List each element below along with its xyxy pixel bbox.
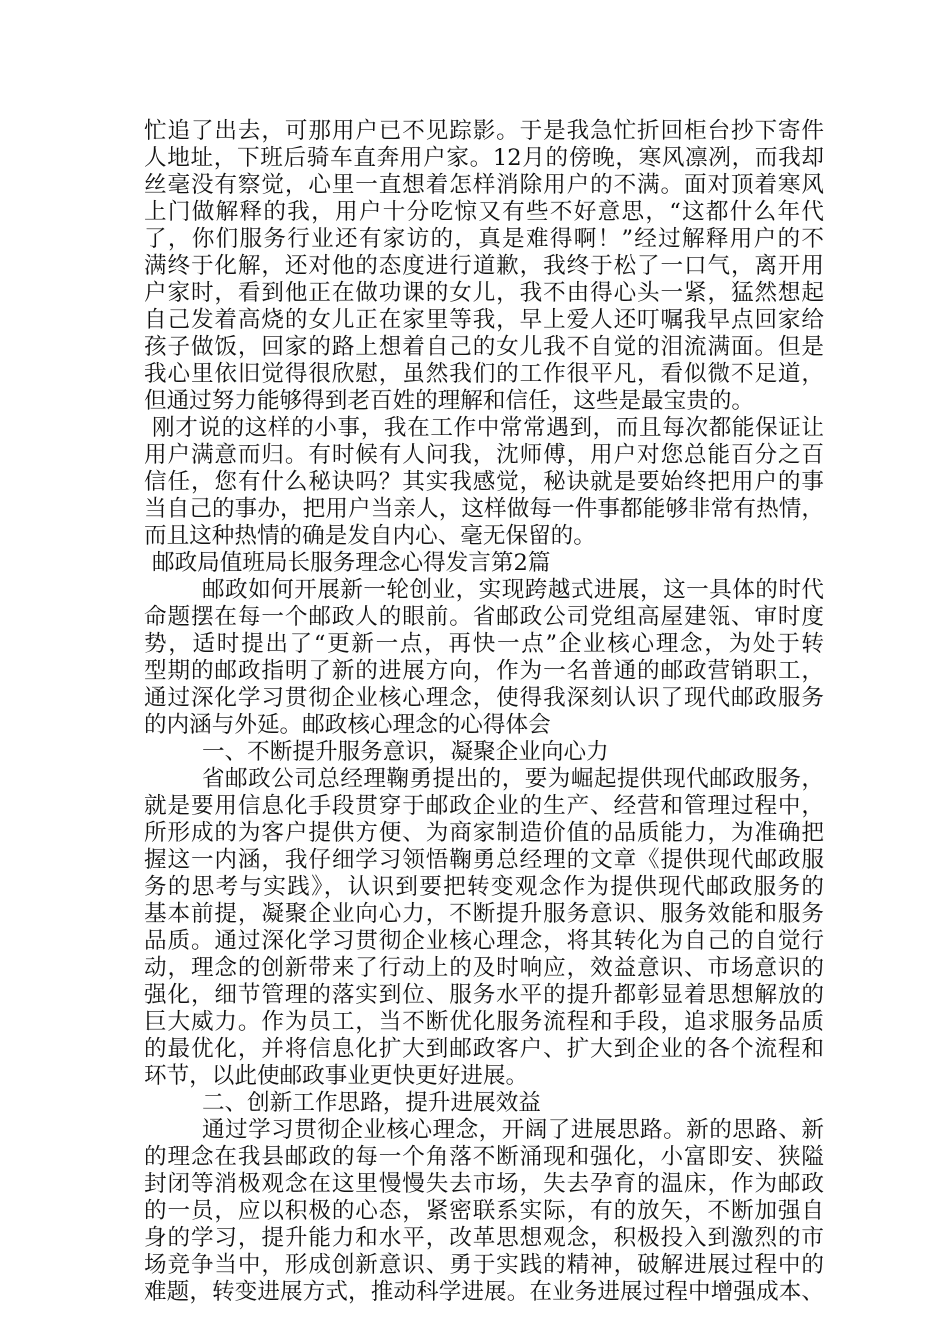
text-line: 用户满意而归。有时候有人问我，沈师傅，用户对您总能百分之百 — [144, 442, 824, 468]
text-line: 环节，以此使邮政事业更快更好进展。 — [144, 1063, 529, 1089]
text-line: 刚才说的这样的小事，我在工作中常常遇到，而且每次都能保证让 — [152, 415, 824, 441]
text-line: 人地址，下班后骑车直奔用户家。12月的傍晚，寒风凛冽，而我却 — [144, 145, 824, 171]
text-line: 省邮政公司总经理鞠勇提出的，要为崛起提供现代邮政服务， — [202, 766, 824, 792]
text-line: 邮政如何开展新一轮创业，实现跨越式进展，这一具体的时代 — [202, 577, 824, 603]
text-line: 巨大威力。作为员工，当不断优化服务流程和手段，追求服务品质 — [144, 1009, 824, 1035]
text-line: 信任，您有什么秘诀吗？其实我感觉，秘诀就是要始终把用户的事 — [144, 469, 824, 495]
text-line: 二、创新工作思路，提升进展效益 — [202, 1090, 541, 1116]
text-line: 通过深化学习贯彻企业核心理念，使得我深刻认识了现代邮政服务 — [144, 685, 824, 711]
text-line: 我心里依旧觉得很欣慰，虽然我们的工作很平凡，看似微不足道， — [144, 361, 824, 387]
text-line: 所形成的为客户提供方便、为商家制造价值的品质能力，为准确把 — [144, 820, 824, 846]
text-line: 一、不断提升服务意识，凝聚企业向心力 — [202, 739, 609, 765]
text-line: 品质。通过深化学习贯彻企业核心理念，将其转化为自己的自觉行 — [144, 928, 824, 954]
text-line: 动，理念的创新带来了行动上的及时响应，效益意识、市场意识的 — [144, 955, 824, 981]
text-line: 户家时，看到他正在做功课的女儿，我不由得心头一紧，猛然想起 — [144, 280, 824, 306]
text-line: 丝毫没有察觉，心里一直想着怎样消除用户的不满。面对顶着寒风 — [144, 172, 824, 198]
text-line: 的理念在我县邮政的每一个角落不断涌现和强化，小富即安、狭隘 — [144, 1144, 824, 1170]
text-line: 孩子做饭，回家的路上想着自己的女儿我不自觉的泪流满面。但是 — [144, 334, 824, 360]
text-line: 封闭等消极观念在这里慢慢失去市场，失去孕育的温床，作为邮政 — [144, 1171, 824, 1197]
text-line: 上门做解释的我，用户十分吃惊又有些不好意思，“这都什么年代 — [144, 199, 824, 225]
text-line: 场竞争当中，形成创新意识、勇于实践的精神，破解进展过程中的 — [144, 1252, 824, 1278]
text-line: 的最优化，并将信息化扩大到邮政客户、扩大到企业的各个流程和 — [144, 1036, 824, 1062]
text-line: 满终于化解，还对他的态度进行道歉，我终于松了一口气，离开用 — [144, 253, 824, 279]
text-line: 但通过努力能够得到老百姓的理解和信任，这些是最宝贵的。 — [144, 388, 755, 414]
text-line: 了，你们服务行业还有家访的，真是难得啊！”经过解释用户的不 — [144, 226, 824, 252]
text-line: 务的思考与实践》，认识到要把转变观念作为提供现代邮政服务的 — [144, 874, 824, 900]
text-line: 就是要用信息化手段贯穿于邮政企业的生产、经营和管理过程中， — [144, 793, 824, 819]
text-line: 势，适时提出了“更新一点，再快一点”企业核心理念，为处于转 — [144, 631, 824, 657]
document-body — [144, 118, 824, 1306]
text-line: 当自己的事办，把用户当亲人，这样做每一件事都能够非常有热情， — [144, 496, 824, 522]
text-line: 握这一内涵，我仔细学习领悟鞠勇总经理的文章《提供现代邮政服 — [144, 847, 824, 873]
text-line: 自己发着高烧的女儿正在家里等我，早上爱人还叮嘱我早点回家给 — [144, 307, 824, 333]
text-line: 而且这种热情的确是发自内心、毫无保留的。 — [144, 523, 596, 549]
text-line: 命题摆在每一个邮政人的眼前。省邮政公司党组高屋建瓴、审时度 — [144, 604, 824, 630]
text-line: 的内涵与外延。邮政核心理念的心得体会 — [144, 712, 551, 738]
text-line: 邮政局值班局长服务理念心得发言第2篇 — [152, 550, 551, 576]
text-line: 强化，细节管理的落实到位、服务水平的提升都彰显着思想解放的 — [144, 982, 824, 1008]
text-line: 通过学习贯彻企业核心理念，开阔了进展思路。新的思路、新 — [202, 1117, 824, 1143]
text-line: 身的学习，提升能力和水平，改革思想观念，积极投入到激烈的市 — [144, 1225, 824, 1251]
text-line: 型期的邮政指明了新的进展方向，作为一名普通的邮政营销职工， — [144, 658, 824, 684]
text-line: 基本前提，凝聚企业向心力，不断提升服务意识、服务效能和服务 — [144, 901, 824, 927]
text-line: 难题，转变进展方式，推动科学进展。在业务进展过程中增强成本、 — [144, 1279, 824, 1305]
text-line: 忙追了出去，可那用户已不见踪影。于是我急忙折回柜台抄下寄件 — [144, 118, 824, 144]
text-line: 的一员，应以积极的心态，紧密联系实际，有的放矢，不断加强自 — [144, 1198, 824, 1224]
